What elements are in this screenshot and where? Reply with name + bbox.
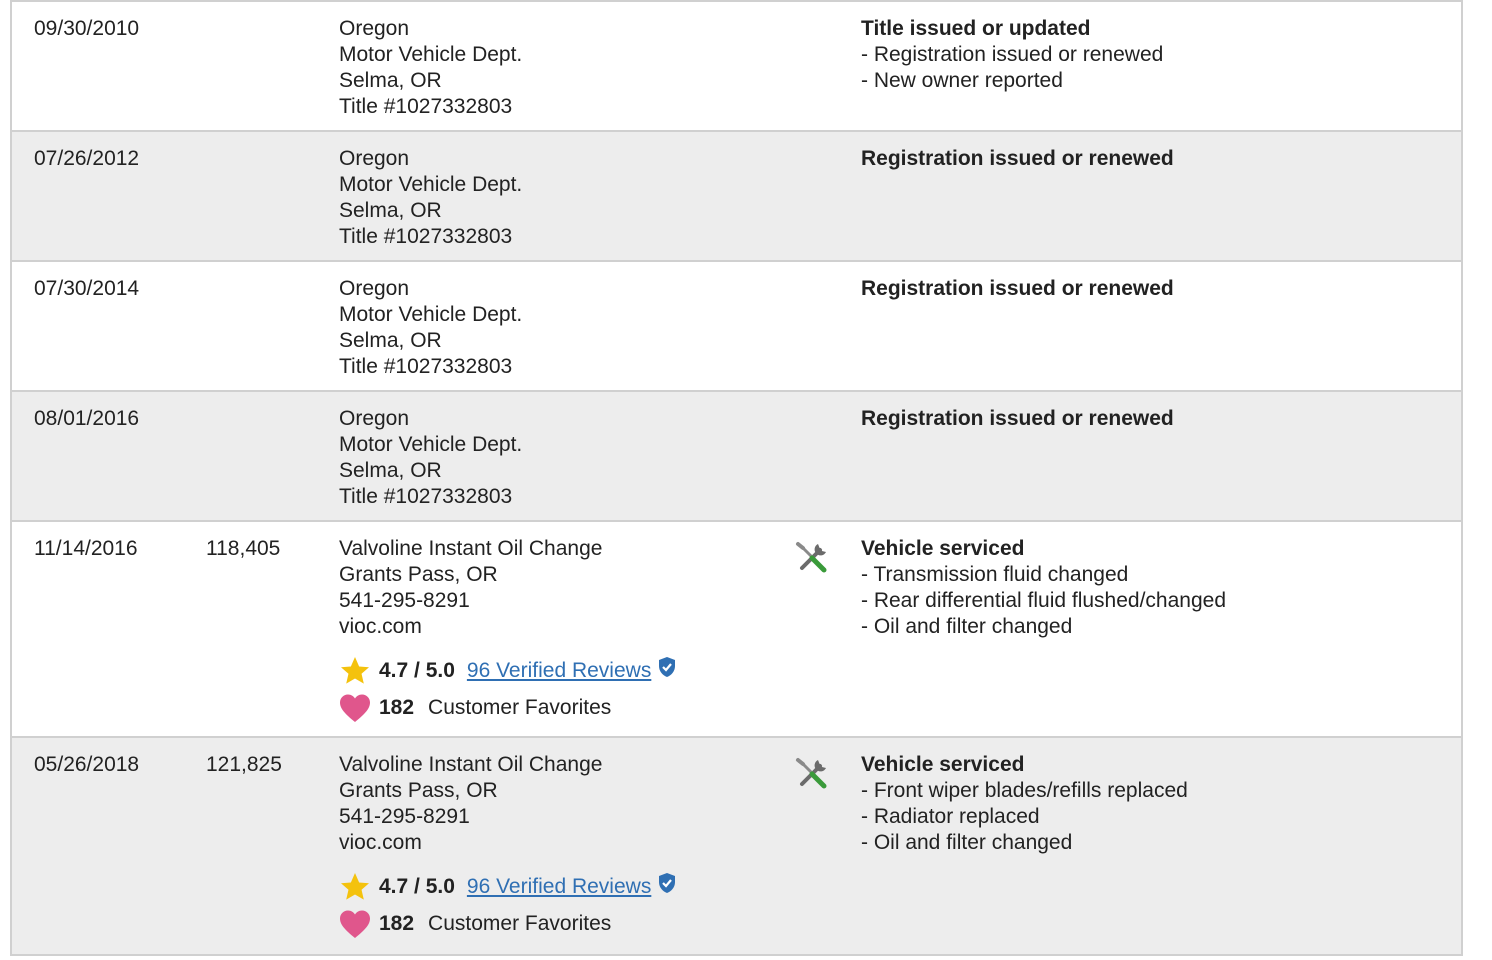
record-date: 07/26/2012 (34, 147, 140, 170)
source-line: Title #1027332803 (339, 355, 513, 378)
record-comments (861, 16, 1163, 94)
source-line: Grants Pass, OR (339, 563, 498, 586)
comment-heading: Vehicle serviced (861, 537, 1025, 560)
source-line: vioc.com (339, 615, 422, 638)
record-comments (861, 406, 1174, 432)
comment-item: - Radiator replaced (861, 805, 1040, 828)
favorites-line (339, 690, 677, 726)
favorites-line (339, 906, 677, 942)
source-line: Oregon (339, 147, 410, 170)
comment-item: - Oil and filter changed (861, 831, 1073, 854)
source-line: Title #1027332803 (339, 485, 513, 508)
record-comments (861, 752, 1188, 856)
source-line: Motor Vehicle Dept. (339, 43, 523, 66)
favorites-label: Customer Favorites (428, 696, 612, 719)
record-date: 08/01/2016 (34, 407, 140, 430)
record-source (339, 16, 522, 120)
source-line: Selma, OR (339, 69, 442, 92)
heart-icon (339, 693, 371, 723)
record-source (339, 146, 522, 250)
comment-heading: Registration issued or renewed (861, 407, 1174, 430)
rating-score: 4.7 / 5.0 (379, 659, 455, 682)
record-date: 11/14/2016 (34, 537, 138, 560)
star-icon (339, 655, 371, 687)
comment-item: - Oil and filter changed (861, 615, 1073, 638)
comment-heading: Registration issued or renewed (861, 147, 1174, 170)
history-row (12, 262, 1461, 392)
vehicle-history-table (10, 0, 1463, 956)
record-source (339, 276, 522, 380)
source-line: vioc.com (339, 831, 422, 854)
source-line: Title #1027332803 (339, 95, 513, 118)
record-date: 07/30/2014 (34, 277, 140, 300)
rating-line (339, 870, 677, 904)
favorites-label: Customer Favorites (428, 912, 612, 935)
source-line: Selma, OR (339, 199, 442, 222)
star-icon (339, 871, 371, 903)
source-line: Valvoline Instant Oil Change (339, 537, 603, 560)
source-line: Motor Vehicle Dept. (339, 173, 523, 196)
source-line: Motor Vehicle Dept. (339, 433, 523, 456)
source-line: Oregon (339, 277, 410, 300)
record-mileage: 118,405 (206, 537, 281, 560)
record-source (339, 752, 677, 942)
favorites-count: 182 (379, 912, 415, 935)
record-comments (861, 146, 1174, 172)
verified-shield-icon (657, 656, 677, 678)
record-comments (861, 276, 1174, 302)
heart-icon (339, 909, 371, 939)
source-line: Oregon (339, 17, 410, 40)
source-line: Grants Pass, OR (339, 779, 498, 802)
history-row (12, 522, 1461, 738)
source-line: Oregon (339, 407, 410, 430)
record-source (339, 406, 522, 510)
favorites-count: 182 (379, 696, 415, 719)
record-mileage: 121,825 (206, 753, 282, 776)
service-icon-cell (794, 540, 830, 576)
comment-heading: Registration issued or renewed (861, 277, 1174, 300)
rating-score: 4.7 / 5.0 (379, 875, 455, 898)
comment-item: - Front wiper blades/refills replaced (861, 779, 1188, 802)
comment-heading: Vehicle serviced (861, 753, 1025, 776)
record-source (339, 536, 677, 726)
source-line: Motor Vehicle Dept. (339, 303, 523, 326)
source-line: Selma, OR (339, 459, 442, 482)
source-line: Selma, OR (339, 329, 442, 352)
comment-item: - New owner reported (861, 69, 1063, 92)
verified-reviews-link[interactable]: 96 Verified Reviews (466, 659, 652, 682)
history-row (12, 392, 1461, 522)
source-line: 541-295-8291 (339, 805, 470, 828)
comment-item: - Registration issued or renewed (861, 43, 1164, 66)
history-row (12, 738, 1461, 956)
record-comments (861, 536, 1226, 640)
record-date: 05/26/2018 (34, 753, 140, 776)
verified-shield-icon (657, 872, 677, 894)
source-line: 541-295-8291 (339, 589, 470, 612)
wrench-screwdriver-icon (794, 540, 830, 576)
history-row (12, 132, 1461, 262)
wrench-screwdriver-icon (794, 756, 830, 792)
source-line: Title #1027332803 (339, 225, 513, 248)
history-row (12, 2, 1461, 132)
comment-item: - Rear differential fluid flushed/changed (861, 589, 1227, 612)
record-date: 09/30/2010 (34, 17, 140, 40)
rating-line (339, 654, 677, 688)
comment-item: - Transmission fluid changed (861, 563, 1129, 586)
service-icon-cell (794, 756, 830, 792)
source-line: Valvoline Instant Oil Change (339, 753, 603, 776)
verified-reviews-link[interactable]: 96 Verified Reviews (466, 875, 652, 898)
comment-heading: Title issued or updated (861, 17, 1091, 40)
